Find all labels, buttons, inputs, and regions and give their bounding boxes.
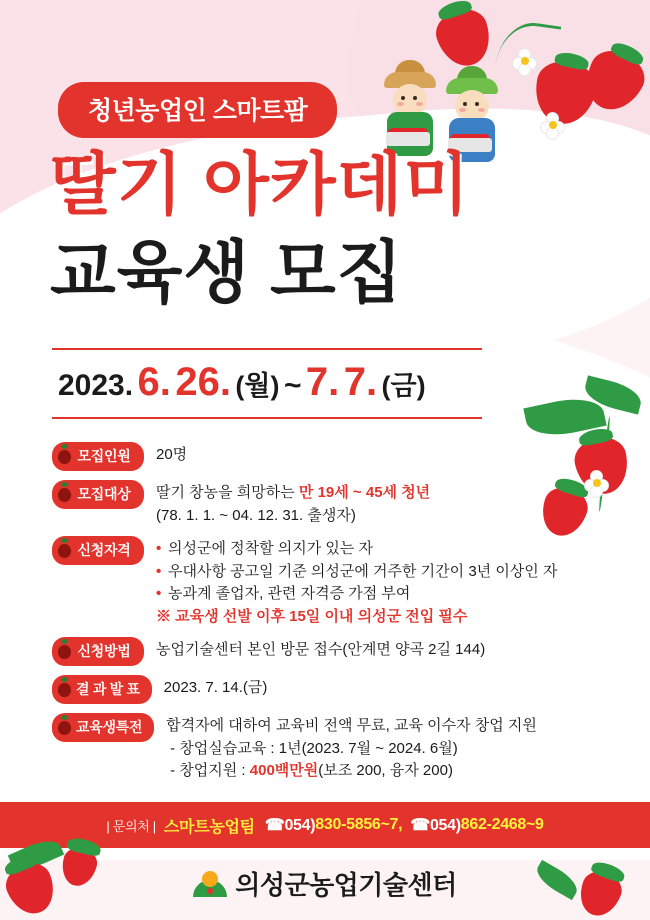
info-bullet: • 우대사항 공고일 기준 의성군에 거주한 기간이 3년 이상인 자 [156,561,612,584]
contact-bar [0,802,650,848]
info-note: ※ 교육생 선발 이후 15일 이내 의성군 전입 필수 [156,607,468,625]
strawberry-bullet-tag [52,637,144,666]
period-year: 2023. [58,369,134,402]
phone-icon-1: ☎054) [264,817,316,834]
contact-phone-2: 862-2468~9 [460,816,544,833]
poster-title-line2: 교육생 모집 [50,235,404,311]
uiseong-logo-icon [193,869,227,899]
info-text: 2023. 7. 14.(금) [163,679,268,696]
info-row-tag-label: 모집인원 [77,448,131,464]
contact-label: | 문의처 | [106,818,156,834]
info-row [52,675,612,704]
contact-phone-1: 830-5856~7, [315,816,403,833]
phone-icon-2: ☎054) [410,817,461,834]
info-list [52,442,612,792]
period-separator: ~ [283,369,302,402]
info-row-body [144,536,612,628]
info-row-body [154,713,612,783]
info-text: 20명 [156,446,188,463]
period-end-month: 7. [305,360,340,404]
period-end-day: 7. [343,360,378,404]
info-row [52,536,612,628]
strawberry-flower-icon [584,470,610,496]
farmer-kids-illustration [376,52,526,162]
poster-title-line1: 딸기 아카데미 [50,147,471,223]
info-row-tag-label: 신청방법 [77,643,131,659]
info-text: 농업기술센터 본인 방문 접수(안계면 양곡 2길 144) [156,641,486,658]
contact-team: 스마트농업팀 [163,818,255,836]
strawberry-bullet-tag [52,536,144,565]
info-row [52,442,612,471]
program-badge: 청년농업인 스마트팜 [58,82,337,138]
age-highlight: 만 19세 ~ 45세 청년 [298,484,431,501]
support-amount-highlight: 400백만원 [249,762,319,779]
info-text: - 창업지원 : 400백만원(보조 200, 융자 200) [170,762,453,779]
info-bullet: • 의성군에 정착할 의지가 있는 자 [156,538,612,561]
info-row-body [144,480,612,527]
info-text: 딸기 창농을 희망하는 만 19세 ~ 45세 청년 [156,484,431,501]
info-row-body [144,442,612,467]
organization-name: 의성군농업기술센터 [235,870,457,900]
strawberry-bullet-tag [52,713,154,742]
recruitment-period [52,348,482,419]
strawberry-bullet-tag [52,442,144,471]
info-text: (78. 1. 1. ~ 04. 12. 31. 출생자) [156,506,356,524]
info-row-body [144,637,612,662]
strawberry-bullet-tag [52,675,152,704]
info-row [52,713,612,783]
info-text: - 창업실습교육 : 1년(2023. 7월 ~ 2024. 6월) [170,739,458,757]
info-row [52,480,612,527]
period-start-month: 6. [137,360,171,404]
info-text: 합격자에 대하여 교육비 전액 무료, 교육 이수자 창업 지원 [166,717,537,734]
info-row-tag-label: 결 과 발 표 [76,681,140,697]
period-start-weekday: (월) [235,371,280,401]
info-row [52,637,612,666]
info-row-tag-label: 모집대상 [77,486,131,502]
period-start-day: 26. [175,360,231,404]
period-end-weekday: (금) [381,371,426,401]
strawberry-flower-icon [540,112,566,138]
info-row-tag-label: 신청자격 [77,542,131,558]
info-row-tag-label: 교육생특전 [76,719,143,735]
info-bullet: • 농과계 졸업자, 관련 자격증 가점 부여 [156,583,612,606]
strawberry-bullet-tag [52,480,144,509]
info-row-body [152,675,612,700]
